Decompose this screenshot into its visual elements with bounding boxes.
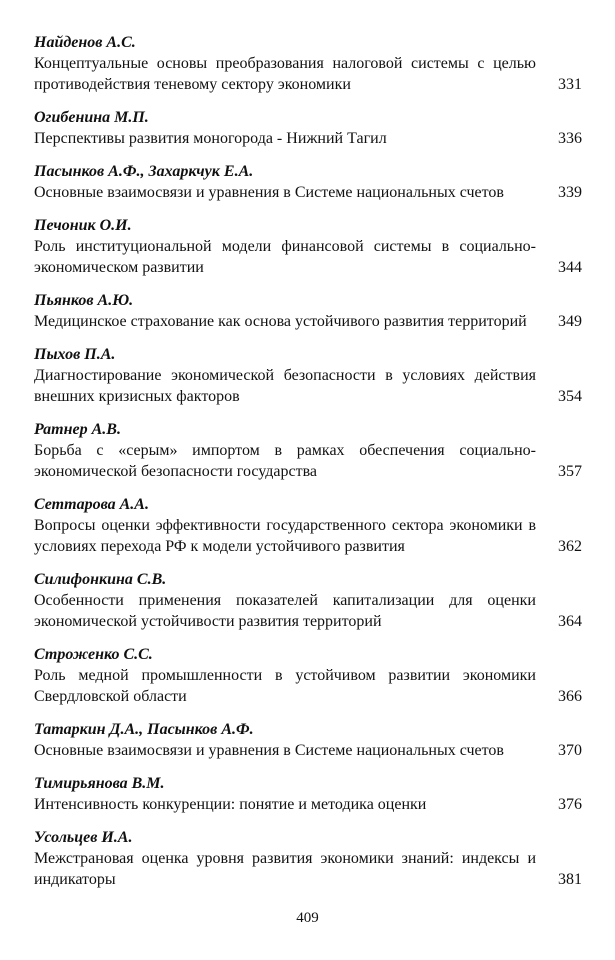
entry-author: Пыхов П.А.: [34, 346, 116, 363]
entry-title: Основные взаимосвязи и уравнения в Системе национальных счетов: [34, 184, 504, 201]
entry-title: Особенности применения показателей капитализации для оценки экономической устойчивости развития территорий: [34, 592, 536, 630]
entry-title: Интенсивность конкуренции: понятие и методика оценки: [34, 796, 427, 813]
toc-entry: [34, 33, 582, 95]
entry-author: Пасынков А.Ф., Захаркчук Е.А.: [34, 163, 254, 180]
entry-title: Основные взаимосвязи и уравнения в Системе национальных счетов: [34, 742, 504, 759]
toc-entry: [34, 774, 582, 815]
toc-entry: [34, 108, 582, 149]
entry-page-number: 354: [558, 388, 582, 405]
entry-page-number: 336: [558, 130, 582, 147]
toc-entry: [34, 828, 582, 890]
entry-title: Концептуальные основы преобразования налоговой системы с целью противодействия теневому сектору экономики: [34, 55, 536, 93]
entry-title: Роль институциональной модели финансовой системы в социально-экономическом развитии: [34, 238, 536, 276]
entry-author: Огибенина М.П.: [34, 109, 149, 126]
entry-author: Татаркин Д.А., Пасынков А.Ф.: [34, 721, 254, 738]
entry-page-number: 362: [558, 538, 582, 555]
entry-page-number: 381: [558, 871, 582, 888]
table-of-contents: [34, 33, 582, 903]
toc-entry: [34, 645, 582, 707]
toc-entry: [34, 162, 582, 203]
entry-author: Силифонкина С.В.: [34, 571, 167, 588]
entry-title: Роль медной промышленности в устойчивом развитии экономики Свердловской области: [34, 667, 536, 705]
page-footer-number: 409: [296, 910, 319, 926]
entry-page-number: 331: [558, 76, 582, 93]
toc-entry: [34, 495, 582, 557]
entry-title: Медицинское страхование как основа устойчивого развития территорий: [34, 313, 527, 330]
entry-page-number: 376: [558, 796, 582, 813]
entry-page-number: 366: [558, 688, 582, 705]
entry-author: Сеттарова А.А.: [34, 496, 149, 513]
toc-entry: [34, 570, 582, 632]
toc-entry: [34, 291, 582, 332]
entry-page-number: 349: [558, 313, 582, 330]
entry-author: Печоник О.И.: [34, 217, 132, 234]
entry-author: Усольцев И.А.: [34, 829, 133, 846]
entry-page-number: 339: [558, 184, 582, 201]
entry-author: Тимирьянова В.М.: [34, 775, 165, 792]
entry-page-number: 357: [558, 463, 582, 480]
entry-title: Вопросы оценки эффективности государственного сектора экономики в условиях перехода РФ к модели устойчивого развития: [34, 517, 536, 555]
entry-title: Межстрановая оценка уровня развития экономики знаний: индексы и индикаторы: [34, 850, 536, 888]
entry-title: Перспективы развития моногорода - Нижний Тагил: [34, 130, 387, 147]
toc-entry: [34, 345, 582, 407]
entry-title: Диагностирование экономической безопасности в условиях действия внешних кризисных факторов: [34, 367, 536, 405]
entry-author: Найденов А.С.: [34, 34, 136, 51]
entry-page-number: 364: [558, 613, 582, 630]
entry-author: Пьянков А.Ю.: [34, 292, 134, 309]
entry-title: Борьба с «серым» импортом в рамках обеспечения социально-экономической безопасности государства: [34, 442, 536, 480]
entry-page-number: 344: [558, 259, 582, 276]
toc-entry: [34, 720, 582, 761]
toc-entry: [34, 216, 582, 278]
entry-author: Ратнер А.В.: [34, 421, 121, 438]
entry-page-number: 370: [558, 742, 582, 759]
toc-entry: [34, 420, 582, 482]
entry-author: Строженко С.С.: [34, 646, 153, 663]
